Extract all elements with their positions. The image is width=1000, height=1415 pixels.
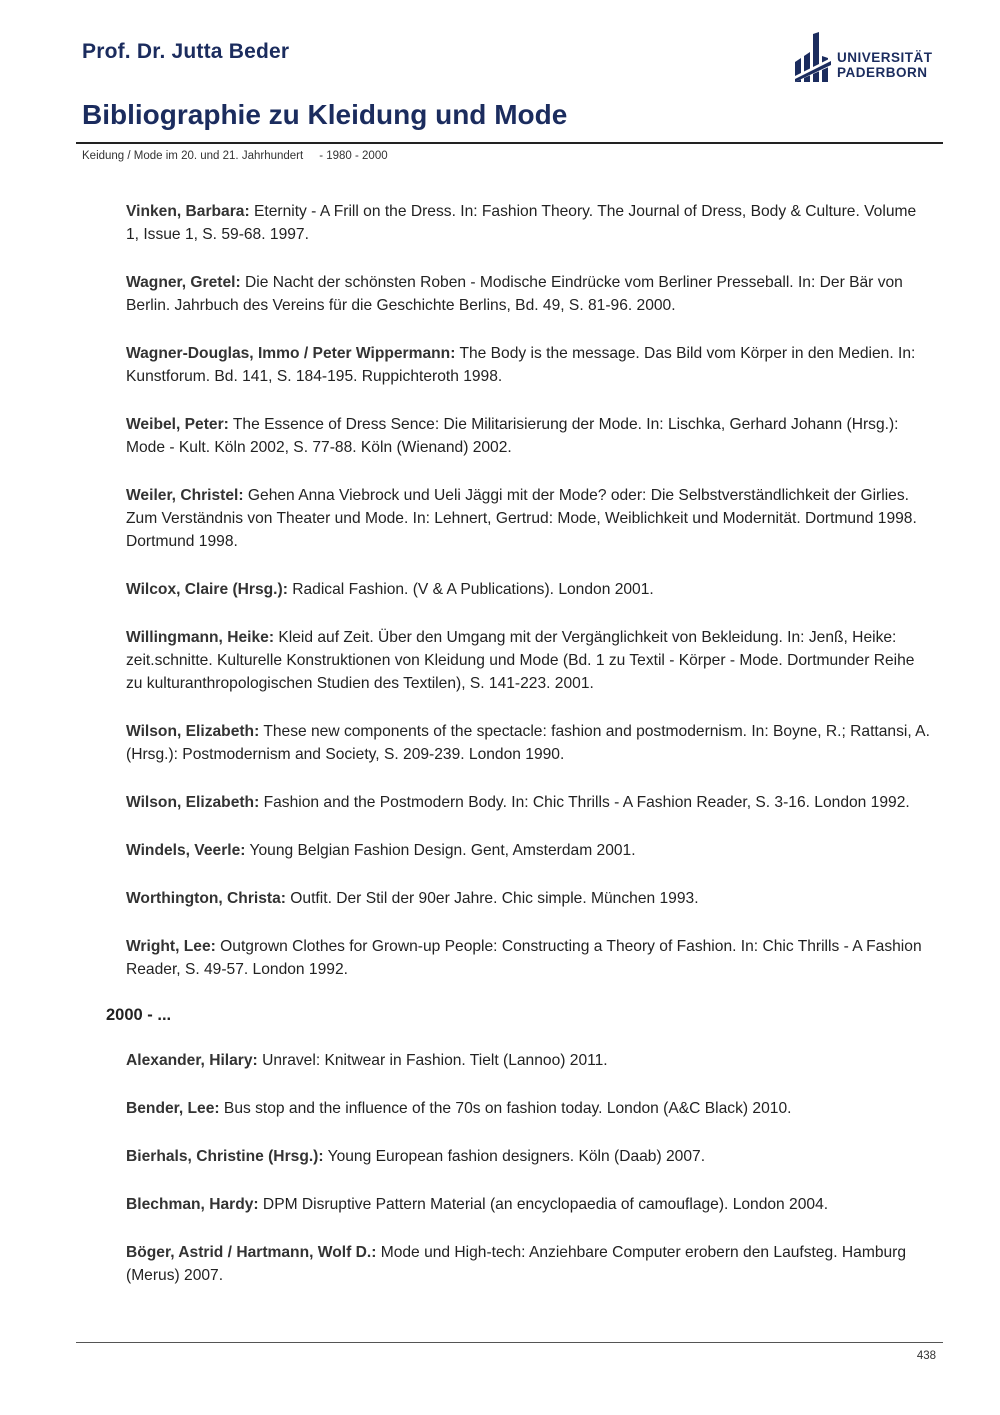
entry-details: Kleid auf Zeit. Über den Umgang mit der Vergänglichkeit von Bekleidung. In: Jenß, Heike: zeit.schnitte. Kulturelle Konstruktionen von Kleidung und Mode (Bd. 1 zu Textil - Körper - Mode. Dortmunder Reihe zu kulturanthropologischen Studien des Textilen), S. 141-223. 2001. bbox=[126, 629, 915, 692]
entry-details: These new components of the spectacle: fashion and postmodernism. In: Boyne, R.; Rattansi, A. (Hrsg.): Postmodernism and Society, S. 209-239. London 1990. bbox=[126, 723, 930, 763]
bibliography-entry bbox=[126, 1193, 931, 1216]
bibliography-list bbox=[106, 200, 931, 1312]
section-heading: 2000 - ... bbox=[106, 1006, 172, 1024]
header-divider bbox=[76, 142, 943, 144]
bibliography-entry bbox=[126, 413, 931, 459]
entry-details: Bus stop and the influence of the 70s on fashion today. London (A&C Black) 2010. bbox=[219, 1100, 792, 1117]
entries-2000-onwards bbox=[126, 1049, 931, 1287]
bibliography-entry bbox=[126, 1049, 931, 1072]
entry-details: Eternity - A Frill on the Dress. In: Fashion Theory. The Journal of Dress, Body & Culture. Volume 1, Issue 1, S. 59-68. 1997. bbox=[126, 203, 917, 243]
document-title: Bibliographie zu Kleidung und Mode bbox=[82, 99, 568, 130]
entry-author: Wagner-Douglas, Immo / Peter Wippermann: bbox=[126, 345, 456, 362]
entry-details: The Body is the message. Das Bild vom Körper in den Medien. In: Kunstforum. Bd. 141, S. 184-195. Ruppichteroth 1998. bbox=[126, 345, 916, 385]
entry-author: Wilson, Elizabeth: bbox=[126, 723, 260, 740]
entry-author: Wright, Lee: bbox=[126, 938, 216, 955]
entry-details: DPM Disruptive Pattern Material (an encyclopaedia of camouflage). London 2004. bbox=[258, 1196, 829, 1213]
university-emblem-icon bbox=[795, 32, 833, 82]
entry-details: Die Nacht der schönsten Roben - Modische Eindrücke vom Berliner Presseball. In: Der Bär von Berlin. Jahrbuch des Vereins für die Geschichte Berlins, Bd. 49, S. 81-96. 2000. bbox=[126, 274, 903, 314]
entry-details: Outfit. Der Stil der 90er Jahre. Chic simple. München 1993. bbox=[285, 890, 699, 907]
entry-author: Wilcox, Claire (Hrsg.): bbox=[126, 581, 288, 598]
entry-author: Willingmann, Heike: bbox=[126, 629, 275, 646]
bibliography-entry bbox=[126, 791, 931, 814]
entry-author: Wagner, Gretel: bbox=[126, 274, 241, 291]
entry-details: Young Belgian Fashion Design. Gent, Amsterdam 2001. bbox=[245, 842, 636, 859]
bibliography-entry bbox=[126, 626, 931, 695]
entry-author: Blechman, Hardy: bbox=[126, 1196, 259, 1213]
bibliography-entry bbox=[126, 839, 931, 862]
entries-1980-2000 bbox=[126, 200, 931, 981]
entry-details: The Essence of Dress Sence: Die Militarisierung der Mode. In: Lischka, Gerhard Johann (Hrsg.): Mode - Kult. Köln 2002, S. 77-88. Köln (Wienand) 2002. bbox=[126, 416, 899, 456]
entry-details: Fashion and the Postmodern Body. In: Chic Thrills - A Fashion Reader, S. 3-16. London 1992. bbox=[259, 794, 910, 811]
entry-author: Vinken, Barbara: bbox=[126, 203, 250, 220]
bibliography-entry bbox=[126, 484, 931, 553]
document-subtitle bbox=[82, 150, 388, 162]
bibliography-entry bbox=[126, 887, 931, 910]
entry-author: Bender, Lee: bbox=[126, 1100, 220, 1117]
logo-text-line2: PADERBORN bbox=[837, 65, 928, 80]
entry-author: Wilson, Elizabeth: bbox=[126, 794, 260, 811]
bibliography-entry bbox=[126, 1145, 931, 1168]
bibliography-entry bbox=[126, 1097, 931, 1120]
footer-divider bbox=[76, 1342, 943, 1343]
logo-text-line1: UNIVERSITÄT bbox=[837, 50, 933, 65]
entry-details: Radical Fashion. (V & A Publications). London 2001. bbox=[287, 581, 654, 598]
entry-author: Windels, Veerle: bbox=[126, 842, 246, 859]
subtitle-topic: Keidung / Mode im 20. und 21. Jahrhundert bbox=[82, 150, 304, 162]
entry-author: Weiler, Christel: bbox=[126, 487, 244, 504]
bibliography-entry bbox=[126, 271, 931, 317]
entry-details: Mode und High-tech: Anziehbare Computer erobern den Laufsteg. Hamburg (Merus) 2007. bbox=[126, 1244, 907, 1284]
entry-author: Bierhals, Christine (Hrsg.): bbox=[126, 1148, 324, 1165]
university-logo bbox=[795, 30, 945, 82]
entry-author: Worthington, Christa: bbox=[126, 890, 286, 907]
entry-details: Unravel: Knitwear in Fashion. Tielt (Lannoo) 2011. bbox=[257, 1052, 608, 1069]
bibliography-entry bbox=[126, 1241, 931, 1287]
entry-details: Young European fashion designers. Köln (Daab) 2007. bbox=[323, 1148, 706, 1165]
entry-details: Gehen Anna Viebrock und Ueli Jäggi mit der Mode? oder: Die Selbstverständlichkeit der Girlies. Zum Verständnis von Theater und Mode. In: Lehnert, Gertrud: Mode, Weiblichkeit und Modernität. Dortmund 1998. Dortmund 1998. bbox=[126, 487, 917, 550]
entry-author: Böger, Astrid / Hartmann, Wolf D.: bbox=[126, 1244, 377, 1261]
entry-author: Weibel, Peter: bbox=[126, 416, 229, 433]
bibliography-entry bbox=[126, 342, 931, 388]
bibliography-entry bbox=[126, 200, 931, 246]
bibliography-entry bbox=[126, 720, 931, 766]
author-name: Prof. Dr. Jutta Beder bbox=[82, 40, 290, 63]
subtitle-range: - 1980 - 2000 bbox=[319, 150, 388, 162]
entry-author: Alexander, Hilary: bbox=[126, 1052, 258, 1069]
entry-details: Outgrown Clothes for Grown-up People: Constructing a Theory of Fashion. In: Chic Thrills - A Fashion Reader, S. 49-57. London 1992. bbox=[126, 938, 922, 978]
bibliography-entry bbox=[126, 578, 931, 601]
page-number: 438 bbox=[916, 1350, 936, 1362]
bibliography-entry bbox=[126, 935, 931, 981]
